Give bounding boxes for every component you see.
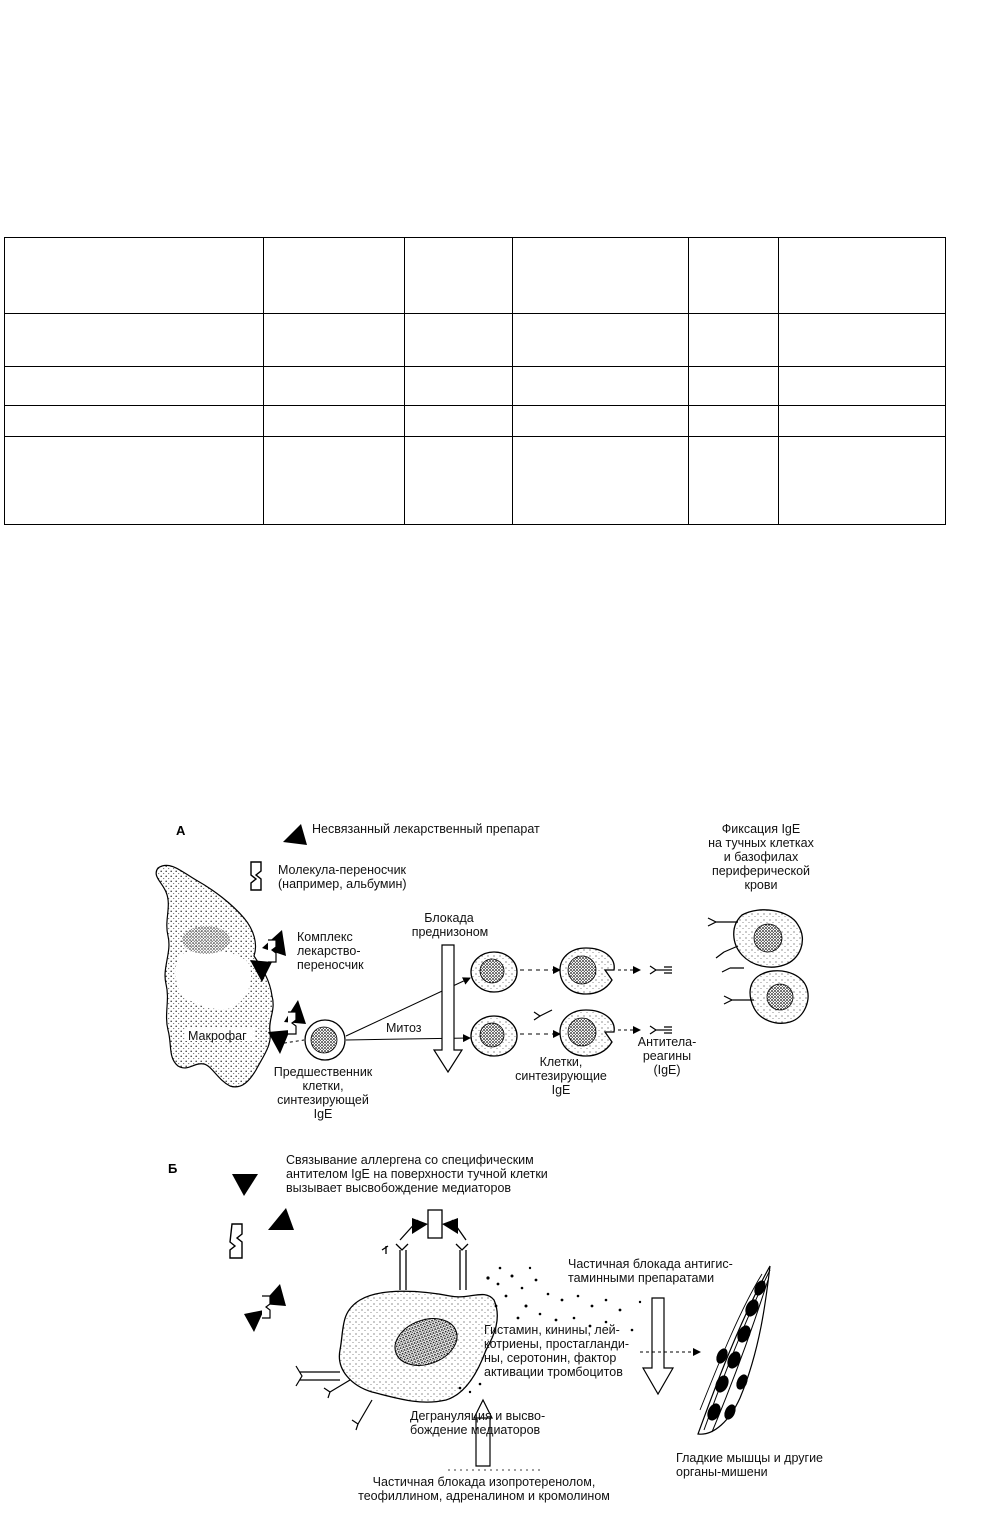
smooth-muscle-label: органы-мишени — [676, 1465, 768, 1479]
degranulation-label: бождение медиаторов — [410, 1423, 541, 1437]
partial-block-label: Частичная блокада изопротеренолом, — [372, 1475, 596, 1489]
mitosis-label: Митоз — [386, 1021, 422, 1035]
drug-triangle-icon — [283, 824, 307, 845]
legend-carrier-label: Молекула-переносчик — [278, 863, 407, 877]
mast-cell — [708, 910, 802, 972]
mediators-label: котриены, простагланди- — [484, 1337, 630, 1351]
macrophage-label: Макрофаг — [188, 1029, 247, 1043]
legend-drug-label: Несвязанный лекарственный препарат — [312, 822, 540, 836]
ige-antibody-icon — [534, 1010, 552, 1020]
carrier-molecule-icon — [251, 862, 261, 890]
antihistamine-block-arrow — [643, 1298, 673, 1394]
ige-cells-label: IgE — [551, 1083, 571, 1097]
precursor-label: клетки, — [302, 1079, 344, 1093]
ige-antibody-icon — [650, 1026, 672, 1034]
antibodies-label: реагины — [642, 1049, 692, 1063]
complex-label: переносчик — [297, 958, 364, 972]
binding-label: антителом IgE на поверхности тучной клетки — [286, 1167, 548, 1181]
prednisone-block-label: Блокада — [424, 911, 474, 925]
carrier-molecule-icon — [230, 1224, 242, 1258]
panel-a-label: А — [176, 823, 186, 838]
plasma-cell — [560, 948, 614, 994]
smooth-muscle-label: Гладкие мышцы и другие — [676, 1451, 824, 1465]
mast-cell — [724, 971, 808, 1023]
binding-label: вызывает высвобождение медиаторов — [286, 1181, 512, 1195]
fixation-label: периферической — [711, 864, 811, 878]
binding-label: Связывание аллергена со специфическим — [286, 1153, 534, 1167]
macrophage-nucleus — [182, 926, 230, 954]
antihistamine-label: таминными препаратами — [568, 1271, 715, 1285]
drug-carrier-complex-icon — [244, 1284, 286, 1332]
allergen-triangle-icon — [268, 1208, 294, 1230]
precursor-label: синтезирующей — [277, 1093, 369, 1107]
b-cell — [471, 952, 517, 992]
mediators-label: активации тромбоцитов — [484, 1365, 623, 1379]
mediators-label: ны, серотонин, фактор — [484, 1351, 617, 1365]
ige-cells-label: синтезирующие — [515, 1069, 607, 1083]
fixation-label: Фиксация IgE — [721, 822, 801, 836]
plasma-cell — [560, 1010, 614, 1056]
allergen-ige-bridge-icon — [382, 1210, 468, 1290]
fixation-label: и базофилах — [723, 850, 799, 864]
antibodies-label: (IgE) — [653, 1063, 681, 1077]
mediators-label: Гистамин, кинины, лей- — [484, 1323, 620, 1337]
smooth-muscle-cells — [698, 1266, 770, 1434]
drug-carrier-complex-icon — [268, 1000, 306, 1054]
partial-block-label: теофиллином, адреналином и кромолином — [358, 1489, 610, 1503]
precursor-label: IgE — [313, 1107, 333, 1121]
precursor-cell — [305, 1020, 345, 1060]
antibodies-label: Антитела- — [637, 1035, 697, 1049]
prednisone-block-arrow — [434, 945, 462, 1072]
complex-label: Комплекс — [297, 930, 353, 944]
antihistamine-label: Частичная блокада антигис- — [568, 1257, 733, 1271]
allergen-triangle-icon — [232, 1174, 258, 1196]
precursor-label: Предшественник — [273, 1065, 373, 1079]
ige-antibody-icon — [650, 966, 672, 974]
b-cell — [471, 1016, 517, 1056]
prednisone-block-label: преднизоном — [411, 925, 489, 939]
degranulation-label: Дегрануляция и высво- — [410, 1409, 546, 1423]
fixation-label: крови — [744, 878, 778, 892]
fixation-label: на тучных клетках — [708, 836, 814, 850]
legend-carrier-example: (например, альбумин) — [278, 877, 407, 891]
ige-cells-label: Клетки, — [539, 1055, 583, 1069]
panel-b-label: Б — [168, 1161, 178, 1176]
complex-label: лекарство- — [297, 944, 361, 958]
